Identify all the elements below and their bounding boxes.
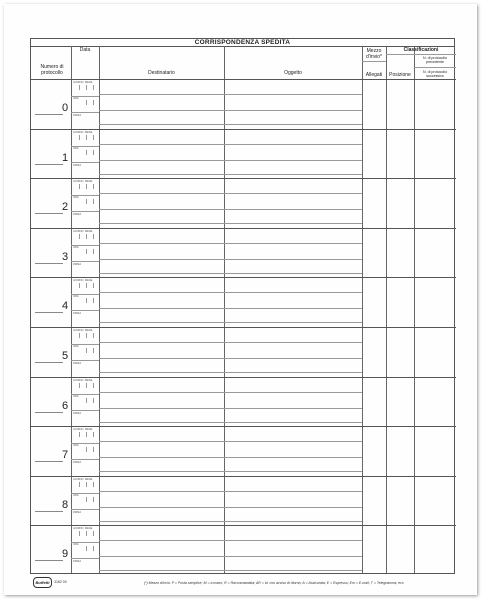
date-divider <box>71 443 99 444</box>
label-mese: MESE <box>85 130 93 134</box>
write-line <box>224 408 362 409</box>
date-divider <box>71 493 99 494</box>
brand-logo: Buffetti <box>33 577 52 588</box>
label-firma: FIRMA <box>73 510 82 514</box>
date-tick <box>79 432 80 437</box>
date-divider <box>71 112 99 113</box>
label-giorno: GIORNO <box>73 229 84 233</box>
register-row <box>31 525 456 575</box>
date-tick <box>86 348 87 353</box>
label-mese: MESE <box>85 527 93 531</box>
write-line <box>99 243 224 244</box>
row-number: 0 <box>62 102 69 114</box>
date-tick <box>86 447 87 452</box>
label-ora: ORA <box>73 196 79 200</box>
date-tick <box>79 531 80 536</box>
date-divider <box>71 245 99 246</box>
header-posizione: Posizione <box>389 72 411 78</box>
write-line <box>99 322 224 323</box>
write-line <box>224 507 362 508</box>
write-line <box>224 144 362 145</box>
write-line <box>224 273 362 274</box>
label-ora: ORA <box>73 97 79 100</box>
date-tick <box>86 234 87 239</box>
date-tick <box>93 432 94 437</box>
header-destinatario: Destinatario <box>148 70 175 76</box>
date-divider <box>71 211 99 212</box>
date-tick <box>79 85 80 90</box>
date-divider <box>71 96 99 97</box>
header-divider <box>362 61 386 62</box>
date-tick <box>86 283 87 288</box>
write-line <box>99 408 224 409</box>
write-line <box>99 94 224 95</box>
label-giorno: GIORNO <box>73 329 84 332</box>
write-line <box>224 457 362 458</box>
write-line <box>224 471 362 472</box>
write-line <box>224 342 362 343</box>
date-tick <box>86 398 87 403</box>
label-mese: MESE <box>85 477 93 481</box>
label-firma: FIRMA <box>73 262 82 266</box>
write-line <box>99 457 224 458</box>
date-tick <box>86 383 87 388</box>
label-ora: ORA <box>73 444 79 448</box>
date-tick <box>79 184 80 189</box>
write-line <box>224 322 362 323</box>
date-divider <box>71 195 99 196</box>
label-giorno: GIORNO <box>73 378 84 382</box>
write-line <box>224 223 362 224</box>
write-line <box>224 160 362 161</box>
date-divider <box>71 360 99 361</box>
register-row <box>31 178 456 228</box>
label-giorno: GIORNO <box>73 428 84 432</box>
label-firma: FIRMA <box>73 411 82 415</box>
date-tick <box>86 199 87 204</box>
write-line <box>99 144 224 145</box>
label-ora: ORA <box>73 245 79 249</box>
write-line <box>99 441 224 442</box>
date-tick <box>86 432 87 437</box>
date-tick <box>93 482 94 487</box>
row-number-line <box>35 511 63 512</box>
row-number-line <box>35 461 63 462</box>
write-line <box>224 243 362 244</box>
label-mese: MESE <box>85 329 93 332</box>
header-allegati: Allegati <box>365 72 383 78</box>
label-mese: MESE <box>85 279 93 283</box>
form-code: 3182 00 <box>54 580 67 584</box>
write-line <box>99 507 224 508</box>
label-ora: ORA <box>73 543 79 547</box>
label-ora: ORA <box>73 345 79 348</box>
write-line <box>99 292 224 293</box>
write-line <box>224 372 362 373</box>
row-number: 4 <box>62 300 69 313</box>
label-giorno: GIORNO <box>73 527 84 531</box>
label-mese: MESE <box>85 229 93 233</box>
date-tick <box>93 234 94 239</box>
label-ora: ORA <box>73 295 79 299</box>
date-divider <box>71 310 99 311</box>
write-line <box>224 441 362 442</box>
date-divider <box>71 542 99 543</box>
label-giorno: GIORNO <box>73 279 84 283</box>
date-tick <box>93 497 94 502</box>
date-tick <box>86 249 87 254</box>
row-number-line <box>35 164 63 165</box>
label-ora: ORA <box>73 146 79 150</box>
date-tick <box>93 546 94 551</box>
register-row <box>31 129 456 179</box>
write-line <box>224 193 362 194</box>
date-tick <box>86 497 87 502</box>
header-divider <box>386 54 456 55</box>
write-line <box>224 491 362 492</box>
write-line <box>224 259 362 260</box>
label-firma: FIRMA <box>73 213 82 217</box>
row-number: 8 <box>62 498 69 511</box>
row-number-line <box>35 312 63 313</box>
header-numero: Numero di protocollo <box>40 64 64 76</box>
write-line <box>99 273 224 274</box>
header-oggetto: Oggetto <box>284 70 302 76</box>
write-line <box>99 392 224 393</box>
date-tick <box>79 135 80 140</box>
register-row <box>31 476 456 526</box>
date-tick <box>86 298 87 303</box>
write-line <box>99 491 224 492</box>
write-line <box>99 540 224 541</box>
date-divider <box>71 344 99 345</box>
date-tick <box>93 348 94 353</box>
date-divider <box>71 261 99 262</box>
date-tick <box>93 398 94 403</box>
write-line <box>99 422 224 423</box>
date-tick <box>79 234 80 239</box>
write-line <box>99 342 224 343</box>
label-giorno: GIORNO <box>73 180 84 184</box>
date-tick <box>79 333 80 338</box>
write-line <box>99 521 224 522</box>
date-tick <box>93 135 94 140</box>
write-line <box>99 124 224 125</box>
write-line <box>224 110 362 111</box>
write-line <box>99 372 224 373</box>
date-tick <box>93 283 94 288</box>
write-line <box>224 422 362 423</box>
label-mese: MESE <box>85 180 93 184</box>
write-line <box>224 94 362 95</box>
register-row <box>31 426 456 476</box>
date-tick <box>93 199 94 204</box>
header-divider <box>414 67 456 68</box>
write-line <box>224 358 362 359</box>
row-number: 2 <box>62 201 69 214</box>
date-tick <box>79 482 80 487</box>
date-tick <box>86 135 87 140</box>
write-line <box>224 540 362 541</box>
label-firma: FIRMA <box>73 163 82 167</box>
date-tick <box>93 531 94 536</box>
label-mese: MESE <box>85 81 93 84</box>
label-ora: ORA <box>73 394 79 398</box>
write-line <box>224 174 362 175</box>
register-row <box>31 327 456 377</box>
write-line <box>99 556 224 557</box>
write-line <box>99 193 224 194</box>
date-tick <box>93 383 94 388</box>
date-tick <box>86 333 87 338</box>
write-line <box>224 292 362 293</box>
date-divider <box>71 294 99 295</box>
label-giorno: GIORNO <box>73 130 84 134</box>
row-number-line <box>35 263 63 264</box>
write-line <box>99 223 224 224</box>
write-line <box>224 308 362 309</box>
register-sheet <box>4 4 477 595</box>
label-ora: ORA <box>73 493 79 497</box>
label-firma: FIRMA <box>73 461 82 465</box>
write-line <box>99 259 224 260</box>
register-title: CORRISPONDENZA SPEDITA <box>31 39 454 47</box>
label-mese: MESE <box>85 378 93 382</box>
write-line <box>99 174 224 175</box>
write-line <box>99 570 224 571</box>
date-divider <box>71 394 99 395</box>
write-line <box>224 521 362 522</box>
register-row <box>31 79 456 129</box>
date-tick <box>86 184 87 189</box>
date-tick <box>86 85 87 90</box>
write-line <box>99 471 224 472</box>
header-mezzo: Mezzo d'invio* <box>366 48 382 60</box>
row-number-line <box>35 114 63 115</box>
row-number: 7 <box>62 449 69 462</box>
label-firma: FIRMA <box>73 114 82 117</box>
date-divider <box>71 410 99 411</box>
date-tick <box>93 447 94 452</box>
write-line <box>224 570 362 571</box>
write-line <box>99 110 224 111</box>
register-row <box>31 228 456 278</box>
write-line <box>224 392 362 393</box>
footer-legend: (*) Mezzo d'invio: P = Posta semplice; M = a mano; R = Raccomandata; AR = id. con avviso di ritorno; A = Assicurata; E = Espresso; Em = E-mail; T = Telegramma; ecc. <box>144 581 405 585</box>
register-row <box>31 377 456 427</box>
header-prot-succ: N. di protocollo successivo <box>423 70 447 78</box>
write-line <box>99 160 224 161</box>
row-number-line <box>35 412 63 413</box>
header-data: Data <box>79 47 91 53</box>
date-tick <box>93 184 94 189</box>
date-tick <box>93 85 94 90</box>
label-firma: FIRMA <box>73 362 82 365</box>
date-tick <box>86 546 87 551</box>
row-number: 1 <box>62 151 69 164</box>
header-classificazioni: Classificazioni <box>403 47 439 53</box>
row-number: 9 <box>62 548 69 561</box>
label-giorno: GIORNO <box>73 477 84 481</box>
date-tick <box>93 298 94 303</box>
write-line <box>99 358 224 359</box>
row-number: 5 <box>62 350 69 362</box>
write-line <box>224 209 362 210</box>
date-tick <box>86 150 87 155</box>
register-row <box>31 277 456 327</box>
row-number-line <box>35 213 63 214</box>
date-tick <box>93 150 94 155</box>
date-tick <box>86 482 87 487</box>
header-prot-prec: N. di protocollo precedente <box>423 56 447 64</box>
register-grid <box>30 38 455 574</box>
label-firma: FIRMA <box>73 312 82 316</box>
write-line <box>99 209 224 210</box>
row-number-line <box>35 362 63 363</box>
row-number-line <box>35 560 63 561</box>
date-divider <box>71 162 99 163</box>
date-tick <box>86 531 87 536</box>
row-number: 6 <box>62 399 69 412</box>
write-line <box>224 124 362 125</box>
date-tick <box>86 100 87 105</box>
date-tick <box>79 283 80 288</box>
date-tick <box>93 100 94 105</box>
date-divider <box>71 459 99 460</box>
date-tick <box>93 333 94 338</box>
date-divider <box>71 558 99 559</box>
write-line <box>99 308 224 309</box>
label-giorno: GIORNO <box>73 81 84 84</box>
date-divider <box>71 146 99 147</box>
date-tick <box>93 249 94 254</box>
write-line <box>224 556 362 557</box>
date-tick <box>79 383 80 388</box>
row-number: 3 <box>62 250 69 263</box>
date-divider <box>71 509 99 510</box>
label-mese: MESE <box>85 428 93 432</box>
label-firma: FIRMA <box>73 560 82 564</box>
